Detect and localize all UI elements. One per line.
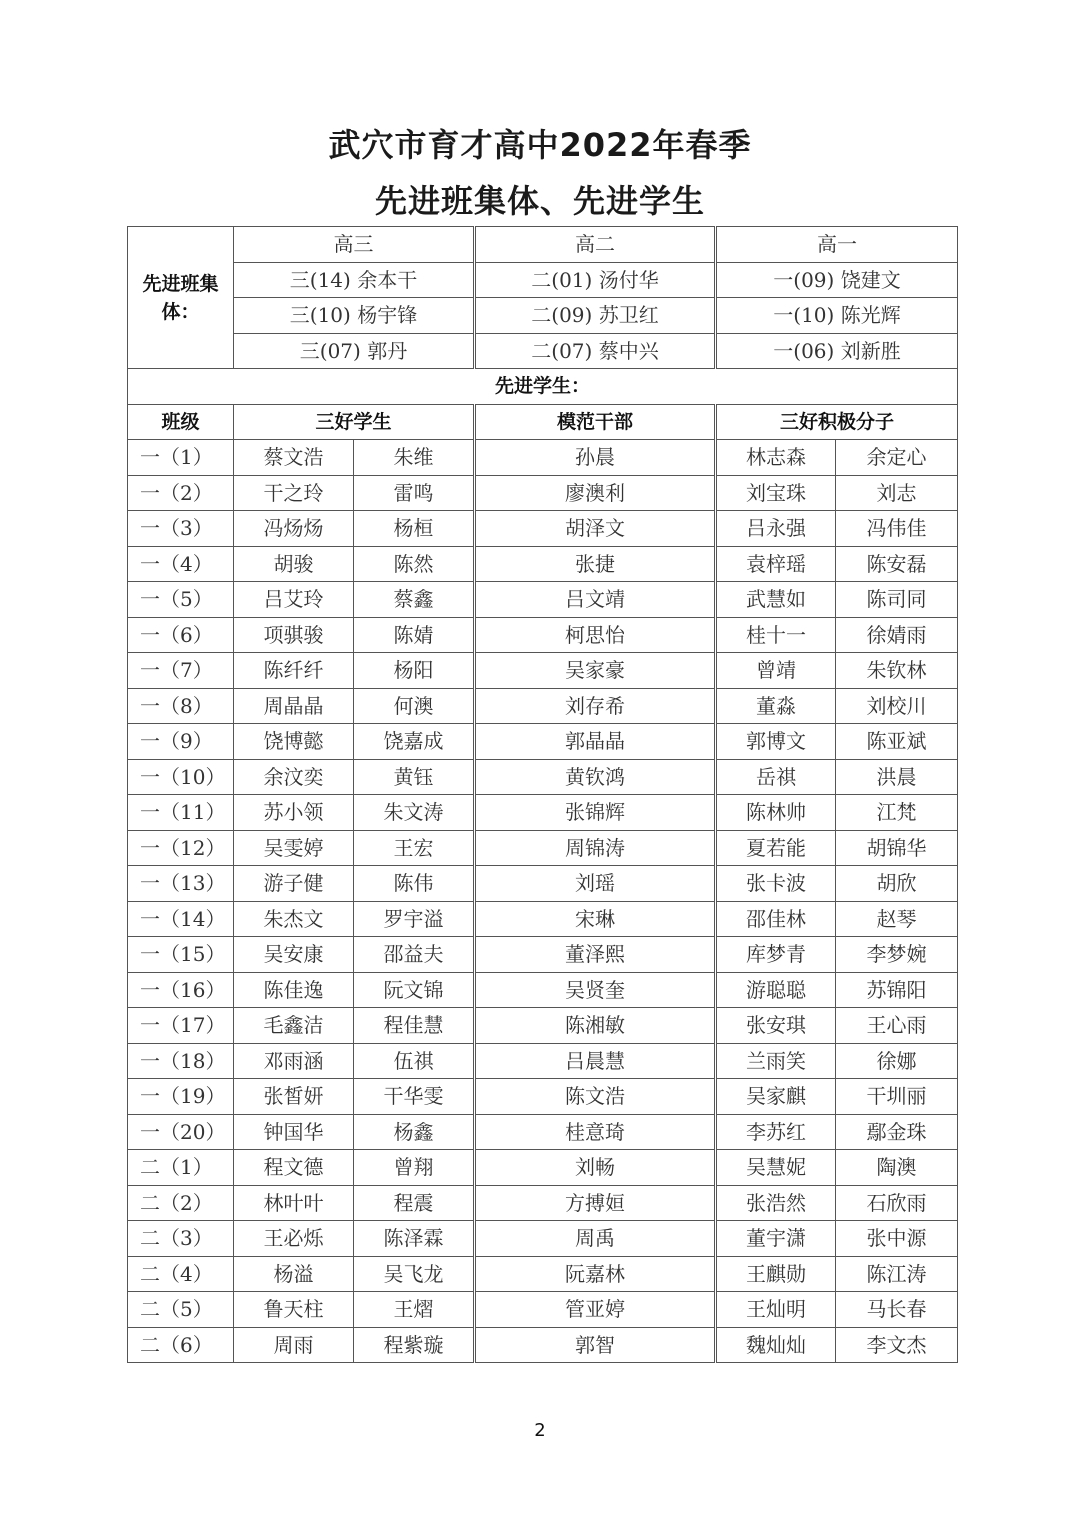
- collective-cell: 二(01) 汤付华: [475, 262, 716, 298]
- student-row: [128, 830, 958, 866]
- student-row: [128, 901, 958, 937]
- sanhao-cell: 吕艾玲: [234, 582, 354, 618]
- collective-label: 先进班集体：: [128, 227, 234, 369]
- students-section-label: 先进学生：: [128, 369, 958, 405]
- student-row: [128, 1150, 958, 1186]
- sanhao-cell: 陈纤纤: [234, 653, 354, 689]
- header-ganbu: 模范干部: [475, 404, 716, 440]
- ganbu-cell: 陈湘敏: [475, 1008, 716, 1044]
- document-title: 武穴市育才高中2022年春季: [328, 126, 752, 164]
- class-cell: 一（12）: [128, 830, 234, 866]
- sanhao-cell: 周雨: [234, 1327, 354, 1363]
- sanhao-cell: 罗宇溢: [354, 901, 475, 937]
- jiji-cell: 朱钦林: [836, 653, 958, 689]
- sanhao-cell: 干之玲: [234, 475, 354, 511]
- ganbu-cell: 郭智: [475, 1327, 716, 1363]
- jiji-cell: 吴家麒: [716, 1079, 836, 1115]
- sanhao-cell: 杨阳: [354, 653, 475, 689]
- sanhao-cell: 项骐骏: [234, 617, 354, 653]
- page-number: 2: [534, 1420, 546, 1441]
- student-row: [128, 1008, 958, 1044]
- class-cell: 二（6）: [128, 1327, 234, 1363]
- student-row: [128, 582, 958, 618]
- student-row: [128, 617, 958, 653]
- ganbu-cell: 管亚婷: [475, 1292, 716, 1328]
- student-row: [128, 653, 958, 689]
- class-cell: 一（19）: [128, 1079, 234, 1115]
- student-row: [128, 440, 958, 476]
- jiji-cell: 桂十一: [716, 617, 836, 653]
- jiji-cell: 徐婧雨: [836, 617, 958, 653]
- sanhao-cell: 吴飞龙: [354, 1256, 475, 1292]
- sanhao-cell: 黄钰: [354, 759, 475, 795]
- jiji-cell: 陈司同: [836, 582, 958, 618]
- class-cell: 一（2）: [128, 475, 234, 511]
- student-row: [128, 972, 958, 1008]
- student-row: [128, 475, 958, 511]
- class-cell: 二（1）: [128, 1150, 234, 1186]
- students-header-row: [128, 404, 958, 440]
- sanhao-cell: 饶嘉成: [354, 724, 475, 760]
- grade-header: 高三: [234, 227, 475, 263]
- ganbu-cell: 吴贤奎: [475, 972, 716, 1008]
- student-row: [128, 1043, 958, 1079]
- jiji-cell: 魏灿灿: [716, 1327, 836, 1363]
- sanhao-cell: 钟国华: [234, 1114, 354, 1150]
- header-class: 班级: [128, 404, 234, 440]
- class-cell: 二（2）: [128, 1185, 234, 1221]
- sanhao-cell: 程文德: [234, 1150, 354, 1186]
- jiji-cell: 陈林帅: [716, 795, 836, 831]
- jiji-cell: 洪晨: [836, 759, 958, 795]
- class-cell: 二（5）: [128, 1292, 234, 1328]
- sanhao-cell: 饶博懿: [234, 724, 354, 760]
- collective-cell: 三(07) 郭丹: [234, 333, 475, 369]
- student-row: [128, 1185, 958, 1221]
- sanhao-cell: 阮文锦: [354, 972, 475, 1008]
- student-row: [128, 1079, 958, 1115]
- jiji-cell: 岳祺: [716, 759, 836, 795]
- jiji-cell: 余定心: [836, 440, 958, 476]
- student-row: [128, 546, 958, 582]
- jiji-cell: 张浩然: [716, 1185, 836, 1221]
- jiji-cell: 陈安磊: [836, 546, 958, 582]
- jiji-cell: 夏若能: [716, 830, 836, 866]
- sanhao-cell: 苏小领: [234, 795, 354, 831]
- jiji-cell: 王心雨: [836, 1008, 958, 1044]
- jiji-cell: 陈江涛: [836, 1256, 958, 1292]
- ganbu-cell: 桂意琦: [475, 1114, 716, 1150]
- honors-table: [127, 226, 958, 1363]
- jiji-cell: 郭博文: [716, 724, 836, 760]
- ganbu-cell: 刘瑶: [475, 866, 716, 902]
- class-cell: 一（18）: [128, 1043, 234, 1079]
- jiji-cell: 董宇潇: [716, 1221, 836, 1257]
- ganbu-cell: 张锦辉: [475, 795, 716, 831]
- collective-row: [128, 333, 958, 369]
- ganbu-cell: 郭晶晶: [475, 724, 716, 760]
- class-cell: 一（7）: [128, 653, 234, 689]
- sanhao-cell: 陈伟: [354, 866, 475, 902]
- ganbu-cell: 吕晨慧: [475, 1043, 716, 1079]
- class-cell: 一（10）: [128, 759, 234, 795]
- jiji-cell: 鄢金珠: [836, 1114, 958, 1150]
- class-cell: 一（11）: [128, 795, 234, 831]
- student-row: [128, 795, 958, 831]
- sanhao-cell: 程紫璇: [354, 1327, 475, 1363]
- collective-cell: 二(09) 苏卫红: [475, 298, 716, 334]
- student-row: [128, 1256, 958, 1292]
- jiji-cell: 董淼: [716, 688, 836, 724]
- sanhao-cell: 何澳: [354, 688, 475, 724]
- jiji-cell: 林志森: [716, 440, 836, 476]
- student-row: [128, 866, 958, 902]
- ganbu-cell: 陈文浩: [475, 1079, 716, 1115]
- jiji-cell: 干圳丽: [836, 1079, 958, 1115]
- class-cell: 一（4）: [128, 546, 234, 582]
- ganbu-cell: 周锦涛: [475, 830, 716, 866]
- sanhao-cell: 吴安康: [234, 937, 354, 973]
- jiji-cell: 李苏红: [716, 1114, 836, 1150]
- jiji-cell: 曾靖: [716, 653, 836, 689]
- jiji-cell: 张卡波: [716, 866, 836, 902]
- jiji-cell: 刘校川: [836, 688, 958, 724]
- jiji-cell: 王麒勋: [716, 1256, 836, 1292]
- jiji-cell: 陶澳: [836, 1150, 958, 1186]
- student-row: [128, 937, 958, 973]
- student-row: [128, 1114, 958, 1150]
- jiji-cell: 张中源: [836, 1221, 958, 1257]
- sanhao-cell: 陈然: [354, 546, 475, 582]
- sanhao-cell: 曾翔: [354, 1150, 475, 1186]
- jiji-cell: 张安琪: [716, 1008, 836, 1044]
- class-cell: 一（15）: [128, 937, 234, 973]
- sanhao-cell: 程佳慧: [354, 1008, 475, 1044]
- sanhao-cell: 陈泽霖: [354, 1221, 475, 1257]
- sanhao-cell: 毛鑫洁: [234, 1008, 354, 1044]
- class-cell: 一（9）: [128, 724, 234, 760]
- student-row: [128, 688, 958, 724]
- document-subtitle: 先进班集体、先进学生: [374, 182, 705, 220]
- collective-cell: 一(06) 刘新胜: [716, 333, 958, 369]
- sanhao-cell: 林叶叶: [234, 1185, 354, 1221]
- jiji-cell: 石欣雨: [836, 1185, 958, 1221]
- sanhao-cell: 陈佳逸: [234, 972, 354, 1008]
- class-cell: 二（4）: [128, 1256, 234, 1292]
- ganbu-cell: 周禹: [475, 1221, 716, 1257]
- class-cell: 一（20）: [128, 1114, 234, 1150]
- sanhao-cell: 杨桓: [354, 511, 475, 547]
- sanhao-cell: 朱杰文: [234, 901, 354, 937]
- jiji-cell: 刘宝珠: [716, 475, 836, 511]
- jiji-cell: 邵佳林: [716, 901, 836, 937]
- collective-cell: 一(09) 饶建文: [716, 262, 958, 298]
- ganbu-cell: 吴家豪: [475, 653, 716, 689]
- sanhao-cell: 雷鸣: [354, 475, 475, 511]
- ganbu-cell: 孙晨: [475, 440, 716, 476]
- ganbu-cell: 柯思怡: [475, 617, 716, 653]
- sanhao-cell: 伍祺: [354, 1043, 475, 1079]
- ganbu-cell: 廖澳利: [475, 475, 716, 511]
- class-cell: 一（14）: [128, 901, 234, 937]
- ganbu-cell: 刘存希: [475, 688, 716, 724]
- collective-row: [128, 298, 958, 334]
- ganbu-cell: 阮嘉林: [475, 1256, 716, 1292]
- jiji-cell: 李文杰: [836, 1327, 958, 1363]
- student-row: [128, 1327, 958, 1363]
- class-cell: 一（13）: [128, 866, 234, 902]
- ganbu-cell: 胡泽文: [475, 511, 716, 547]
- jiji-cell: 徐娜: [836, 1043, 958, 1079]
- class-cell: 一（8）: [128, 688, 234, 724]
- sanhao-cell: 周晶晶: [234, 688, 354, 724]
- collective-header-row: [128, 227, 958, 263]
- collective-cell: 三(14) 余本干: [234, 262, 475, 298]
- jiji-cell: 吕永强: [716, 511, 836, 547]
- collective-cell: 二(07) 蔡中兴: [475, 333, 716, 369]
- students-section-row: [128, 369, 958, 405]
- jiji-cell: 江梵: [836, 795, 958, 831]
- jiji-cell: 马长春: [836, 1292, 958, 1328]
- ganbu-cell: 刘畅: [475, 1150, 716, 1186]
- sanhao-cell: 鲁天柱: [234, 1292, 354, 1328]
- sanhao-cell: 杨鑫: [354, 1114, 475, 1150]
- ganbu-cell: 张捷: [475, 546, 716, 582]
- sanhao-cell: 胡骏: [234, 546, 354, 582]
- jiji-cell: 兰雨笑: [716, 1043, 836, 1079]
- jiji-cell: 游聪聪: [716, 972, 836, 1008]
- header-sanhao: 三好学生: [234, 404, 475, 440]
- sanhao-cell: 杨溢: [234, 1256, 354, 1292]
- jiji-cell: 苏锦阳: [836, 972, 958, 1008]
- student-row: [128, 1221, 958, 1257]
- sanhao-cell: 邓雨涵: [234, 1043, 354, 1079]
- sanhao-cell: 蔡文浩: [234, 440, 354, 476]
- sanhao-cell: 游子健: [234, 866, 354, 902]
- ganbu-cell: 吕文靖: [475, 582, 716, 618]
- class-cell: 一（17）: [128, 1008, 234, 1044]
- sanhao-cell: 邵益夫: [354, 937, 475, 973]
- header-jiji: 三好积极分子: [716, 404, 958, 440]
- jiji-cell: 王灿明: [716, 1292, 836, 1328]
- class-cell: 一（16）: [128, 972, 234, 1008]
- ganbu-cell: 方搏姮: [475, 1185, 716, 1221]
- sanhao-cell: 冯炀炀: [234, 511, 354, 547]
- sanhao-cell: 王宏: [354, 830, 475, 866]
- sanhao-cell: 蔡鑫: [354, 582, 475, 618]
- sanhao-cell: 干华雯: [354, 1079, 475, 1115]
- jiji-cell: 赵琴: [836, 901, 958, 937]
- sanhao-cell: 吴雯婷: [234, 830, 354, 866]
- jiji-cell: 胡锦华: [836, 830, 958, 866]
- jiji-cell: 武慧如: [716, 582, 836, 618]
- sanhao-cell: 陈婧: [354, 617, 475, 653]
- sanhao-cell: 张皙妍: [234, 1079, 354, 1115]
- sanhao-cell: 余汶奕: [234, 759, 354, 795]
- sanhao-cell: 朱文涛: [354, 795, 475, 831]
- jiji-cell: 李梦婉: [836, 937, 958, 973]
- sanhao-cell: 王必烁: [234, 1221, 354, 1257]
- collective-cell: 一(10) 陈光辉: [716, 298, 958, 334]
- student-row: [128, 511, 958, 547]
- jiji-cell: 陈亚斌: [836, 724, 958, 760]
- jiji-cell: 库梦青: [716, 937, 836, 973]
- jiji-cell: 冯伟佳: [836, 511, 958, 547]
- class-cell: 一（3）: [128, 511, 234, 547]
- collective-cell: 三(10) 杨宇锋: [234, 298, 475, 334]
- jiji-cell: 袁梓瑶: [716, 546, 836, 582]
- student-row: [128, 759, 958, 795]
- collective-row: [128, 262, 958, 298]
- class-cell: 一（5）: [128, 582, 234, 618]
- ganbu-cell: 黄钦鸿: [475, 759, 716, 795]
- grade-header: 高一: [716, 227, 958, 263]
- grade-header: 高二: [475, 227, 716, 263]
- student-row: [128, 1292, 958, 1328]
- sanhao-cell: 程震: [354, 1185, 475, 1221]
- sanhao-cell: 朱维: [354, 440, 475, 476]
- jiji-cell: 吴慧妮: [716, 1150, 836, 1186]
- ganbu-cell: 董泽熙: [475, 937, 716, 973]
- jiji-cell: 刘志: [836, 475, 958, 511]
- ganbu-cell: 宋琳: [475, 901, 716, 937]
- class-cell: 一（6）: [128, 617, 234, 653]
- class-cell: 二（3）: [128, 1221, 234, 1257]
- student-row: [128, 724, 958, 760]
- jiji-cell: 胡欣: [836, 866, 958, 902]
- sanhao-cell: 王熠: [354, 1292, 475, 1328]
- class-cell: 一（1）: [128, 440, 234, 476]
